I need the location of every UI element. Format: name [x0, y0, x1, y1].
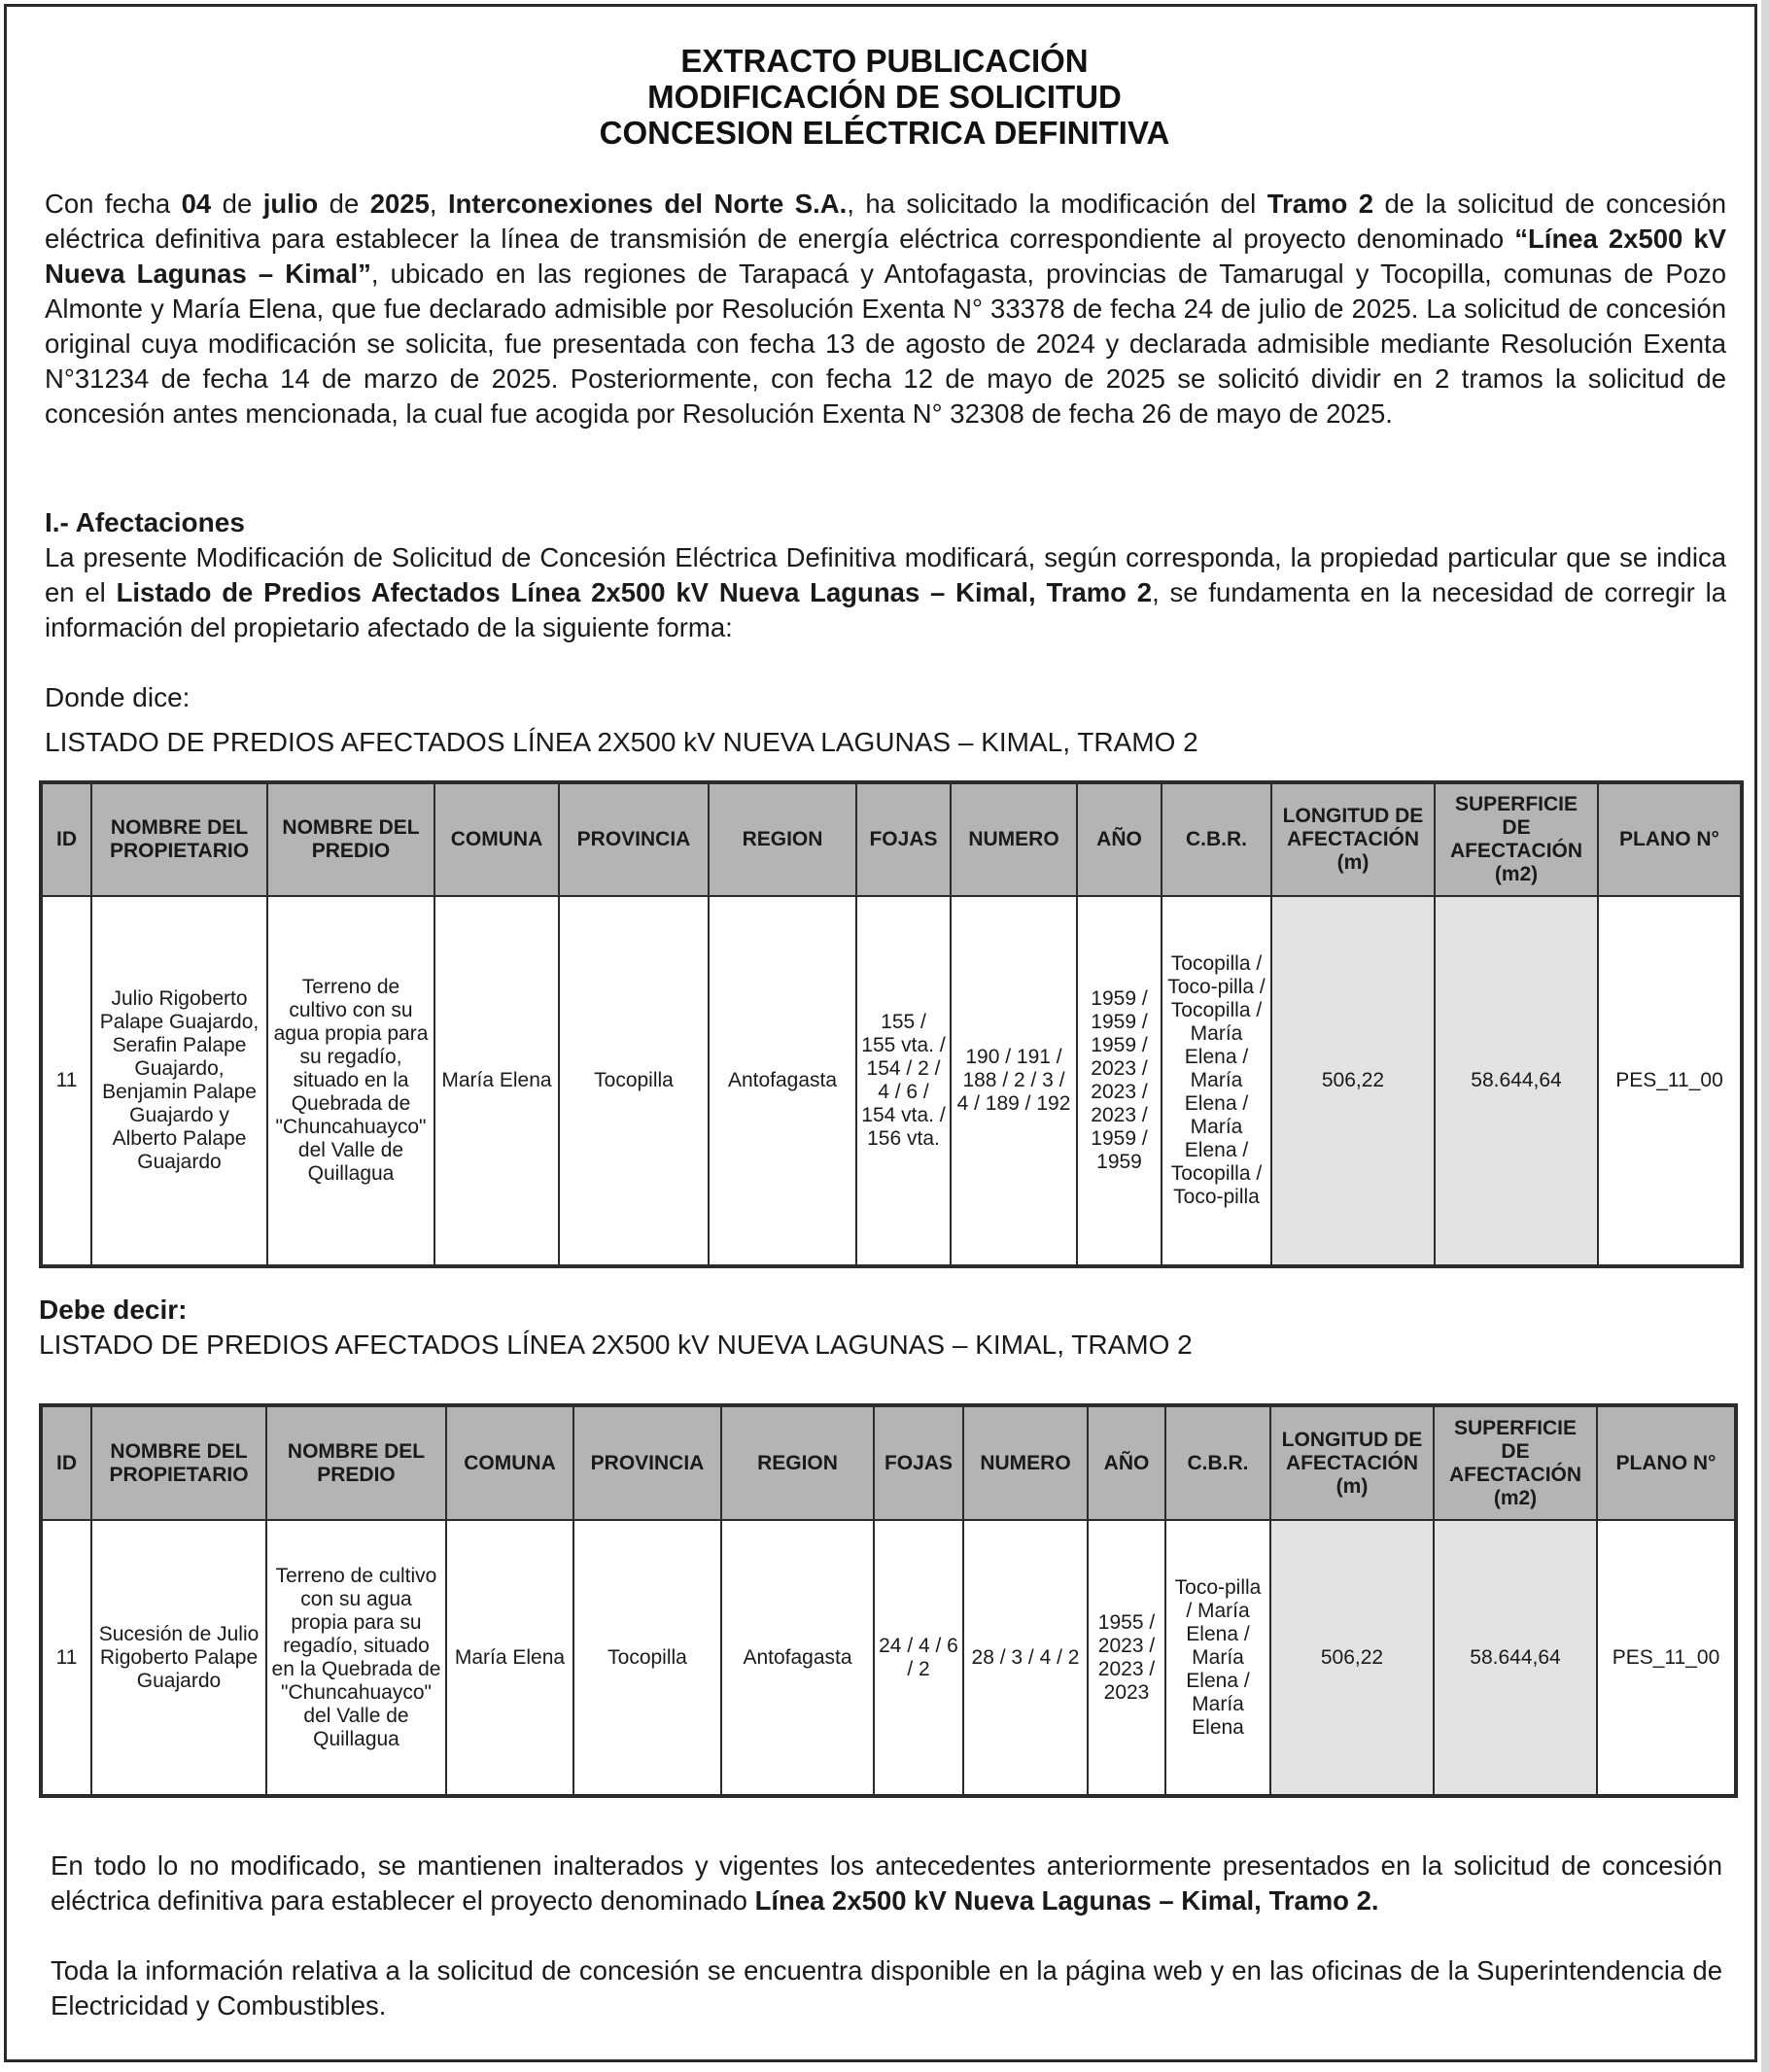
col-numero: NUMERO — [951, 782, 1077, 896]
cell-superficie: 58.644,64 — [1435, 896, 1598, 1266]
cell-longitud: 506,22 — [1270, 1520, 1434, 1796]
donde-dice-label: Donde dice: — [45, 682, 191, 712]
cell-provincia: Tocopilla — [559, 896, 709, 1266]
debe-decir-label: Debe decir: — [39, 1295, 188, 1325]
project-name: “Línea 2x500 kV Nueva Lagunas – Kimal” — [45, 224, 1726, 289]
cell-numero: 190 / 191 / 188 / 2 / 3 / 4 / 189 / 192 — [951, 896, 1077, 1266]
table-header-row — [41, 782, 1742, 896]
cell-property: Terreno de cultivo con su agua propia para su regadío, situado en la Quebrada de "Chuncahuayco" del Valle de Quillagua — [266, 1520, 446, 1796]
col-id: ID — [41, 782, 91, 896]
col-property: NOMBRE DEL PREDIO — [267, 782, 434, 896]
col-fojas: FOJAS — [856, 782, 951, 896]
col-owner: NOMBRE DEL PROPIETARIO — [91, 1405, 266, 1520]
document-title — [0, 43, 1769, 151]
cell-fojas: 155 / 155 vta. / 154 / 2 / 4 / 6 / 154 vta. / 156 vta. — [856, 896, 951, 1266]
col-provincia: PROVINCIA — [573, 1405, 721, 1520]
col-comuna: COMUNA — [434, 782, 559, 896]
cell-property: Terreno de cultivo con su agua propia para su regadío, situado en la Quebrada de "Chuncahuayco" del Valle de Quillagua — [267, 896, 434, 1266]
closing-paragraph: En todo lo no modificado, se mantienen inalterados y vigentes los antecedentes anteriormente presentados en la solicitud de concesión eléctrica definitiva para establecer el proyecto denominado Línea 2x500 kV Nueva Lagunas – Kimal, Tramo 2. — [51, 1850, 1722, 1916]
cell-region: Antofagasta — [709, 896, 856, 1266]
col-region: REGION — [721, 1405, 874, 1520]
col-fojas: FOJAS — [874, 1405, 963, 1520]
cell-superficie: 58.644,64 — [1434, 1520, 1597, 1796]
col-anio: AÑO — [1088, 1405, 1165, 1520]
col-longitud: LONGITUD DE AFECTACIÓN (m) — [1271, 782, 1435, 896]
title-line-3: CONCESION ELÉCTRICA DEFINITIVA — [599, 115, 1170, 151]
company-name: Interconexiones del Norte S.A. — [447, 189, 848, 219]
col-property: NOMBRE DEL PREDIO — [266, 1405, 446, 1520]
donde-dice-listing-title: LISTADO DE PREDIOS AFECTADOS LÍNEA 2X500 kV NUEVA LAGUNAS – KIMAL, TRAMO 2 — [45, 727, 1198, 757]
cell-comuna: María Elena — [434, 896, 559, 1266]
col-plano: PLANO N° — [1598, 782, 1742, 896]
cell-anio: 1959 / 1959 / 1959 / 2023 / 2023 / 2023 / 1959 / 1959 — [1077, 896, 1162, 1266]
cell-region: Antofagasta — [721, 1520, 874, 1796]
col-cbr: C.B.R. — [1165, 1405, 1270, 1520]
col-superficie: SUPERFICIE DE AFECTACIÓN (m2) — [1434, 1405, 1597, 1520]
cell-fojas: 24 / 4 / 6 / 2 — [874, 1520, 963, 1796]
table-row — [41, 896, 1742, 1266]
cell-anio: 1955 / 2023 / 2023 / 2023 — [1088, 1520, 1165, 1796]
table-donde-dice — [39, 780, 1744, 1268]
cell-plano: PES_11_00 — [1598, 896, 1742, 1266]
col-id: ID — [41, 1405, 91, 1520]
cell-id: 11 — [41, 896, 91, 1266]
table-row — [41, 1520, 1736, 1796]
section-heading: I.- Afectaciones — [45, 507, 245, 537]
col-numero: NUMERO — [963, 1405, 1088, 1520]
table-header-row — [41, 1405, 1736, 1520]
cell-provincia: Tocopilla — [573, 1520, 721, 1796]
col-owner: NOMBRE DEL PROPIETARIO — [91, 782, 267, 896]
cell-comuna: María Elena — [446, 1520, 573, 1796]
col-plano: PLANO N° — [1597, 1405, 1736, 1520]
title-line-2: MODIFICACIÓN DE SOLICITUD — [647, 79, 1122, 115]
cell-owner: Julio Rigoberto Palape Guajardo, Serafin Palape Guajardo, Benjamin Palape Guajardo y Alberto Palape Guajardo — [91, 896, 267, 1266]
col-longitud: LONGITUD DE AFECTACIÓN (m) — [1270, 1405, 1434, 1520]
cell-id: 11 — [41, 1520, 91, 1796]
intro-paragraph: Con fecha 04 de julio de 2025, Interconexiones del Norte S.A., ha solicitado la modificación del Tramo 2 de la solicitud de concesión eléctrica definitiva para establecer la línea de transmisión de energía eléctrica correspondiente al proyecto denominado “Línea 2x500 kV Nueva Lagunas – Kimal”, ubicado en las regiones de Tarapacá y Antofagasta, provincias de Tamarugal y Tocopilla, comunas de Pozo Almonte y María Elena, que fue declarado admisible por Resolución Exenta N° 33378 de fecha 24 de julio de 2025. La solicitud de concesión original cuya modificación se solicita, fue presentada con fecha 13 de agosto de 2024 y declarada admisible mediante Resolución Exenta N°31234 de fecha 14 de marzo de 2025. Posteriormente, con fecha 12 de mayo de 2025 se solicitó dividir en 2 tramos la solicitud de concesión antes mencionada, la cual fue acogida por Resolución Exenta N° 32308 de fecha 26 de mayo de 2025. — [45, 189, 1726, 429]
table-debe-decir — [39, 1403, 1738, 1798]
debe-decir-listing-title: LISTADO DE PREDIOS AFECTADOS LÍNEA 2X500 kV NUEVA LAGUNAS – KIMAL, TRAMO 2 — [39, 1330, 1193, 1360]
section-paragraph: La presente Modificación de Solicitud de Concesión Eléctrica Definitiva modificará, según corresponda, la propiedad particular que se indica en el Listado de Predios Afectados Línea 2x500 kV Nueva Lagunas – Kimal, Tramo 2, se fundamenta en la necesidad de corregir la información del propietario afectado de la siguiente forma: — [45, 542, 1727, 642]
cell-owner: Sucesión de Julio Rigoberto Palape Guajardo — [91, 1520, 266, 1796]
footer-paragraph: Toda la información relativa a la solicitud de concesión se encuentra disponible en la página web y en las oficinas de la Superintendencia de Electricidad y Combustibles. — [51, 1955, 1722, 2020]
col-provincia: PROVINCIA — [559, 782, 709, 896]
title-line-1: EXTRACTO PUBLICACIÓN — [680, 43, 1089, 79]
cell-cbr: Toco-pilla / María Elena / María Elena / María Elena — [1165, 1520, 1270, 1796]
page-edge — [1761, 0, 1769, 2072]
col-comuna: COMUNA — [446, 1405, 573, 1520]
cell-longitud: 506,22 — [1271, 896, 1435, 1266]
col-region: REGION — [709, 782, 856, 896]
cell-plano: PES_11_00 — [1597, 1520, 1736, 1796]
col-cbr: C.B.R. — [1162, 782, 1271, 896]
cell-cbr: Tocopilla / Toco-pilla / Tocopilla / María Elena / María Elena / María Elena / Tocopilla / Toco-pilla — [1162, 896, 1271, 1266]
col-superficie: SUPERFICIE DE AFECTACIÓN (m2) — [1435, 782, 1598, 896]
col-anio: AÑO — [1077, 782, 1162, 896]
cell-numero: 28 / 3 / 4 / 2 — [963, 1520, 1088, 1796]
